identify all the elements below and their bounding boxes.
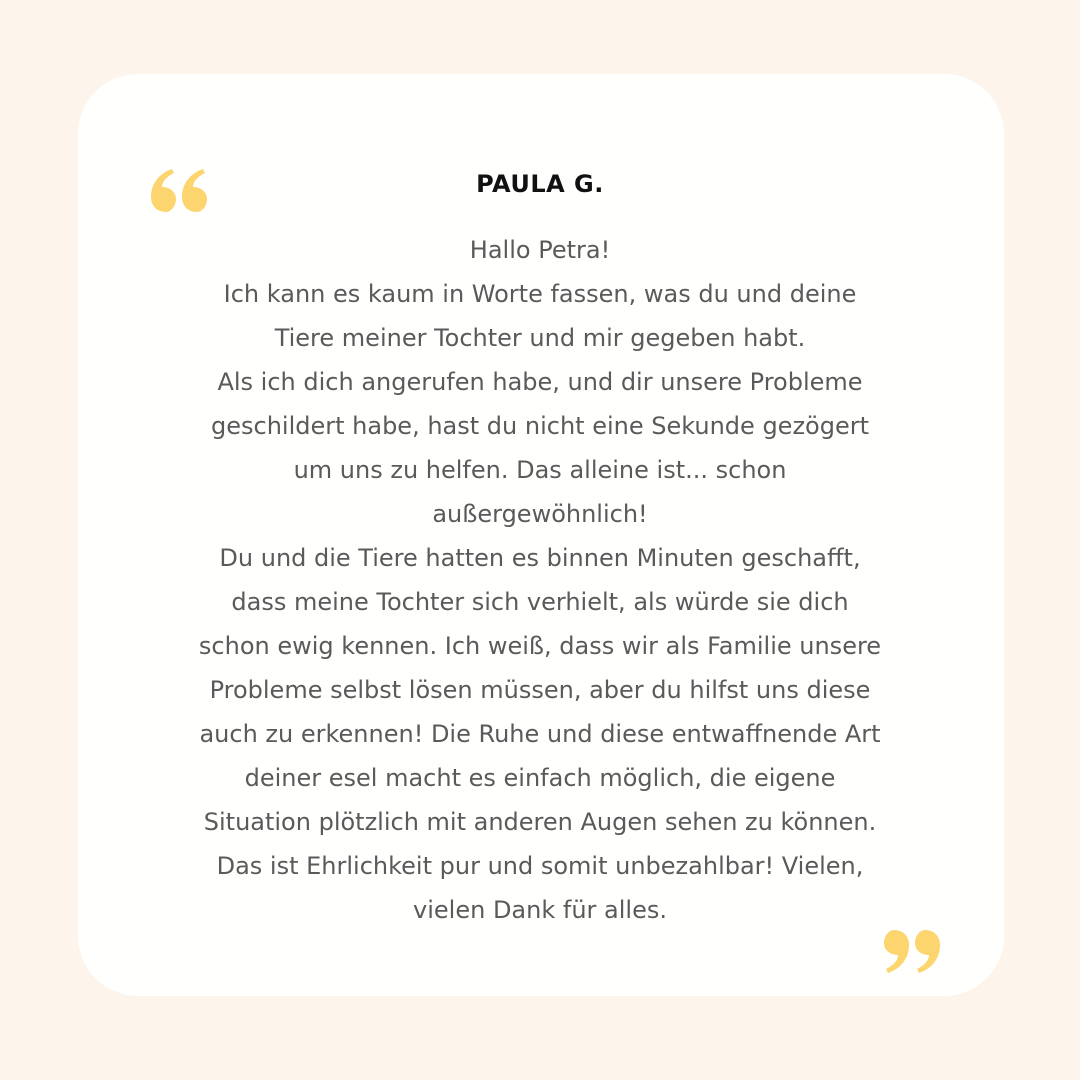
testimonial-line: vielen Dank für alles. — [413, 896, 667, 924]
testimonial-line: außergewöhnlich! — [432, 500, 648, 528]
testimonial-line: Situation plötzlich mit anderen Augen sehen zu können. — [203, 808, 877, 836]
testimonial-text — [100, 228, 980, 932]
testimonial-line: deiner esel macht es einfach möglich, die eigene — [244, 764, 836, 792]
testimonial-line: Ich kann es kaum in Worte fassen, was du und deine — [223, 280, 857, 308]
testimonial-line: Als ich dich angerufen habe, und dir unsere Probleme — [217, 368, 863, 396]
author-name: PAULA G. — [476, 170, 604, 198]
testimonial-line: Probleme selbst lösen müssen, aber du hilfst uns diese — [209, 676, 871, 704]
testimonial-line: um uns zu helfen. Das alleine ist... schon — [293, 456, 787, 484]
testimonial-line: schon ewig kennen. Ich weiß, dass wir als Familie unsere — [198, 632, 882, 660]
closing-quote-icon — [880, 928, 940, 974]
testimonial-line: Tiere meiner Tochter und mir gegeben habt. — [274, 324, 806, 352]
testimonial-line: Hallo Petra! — [469, 236, 611, 264]
testimonial-line: Du und die Tiere hatten es binnen Minuten geschafft, — [219, 544, 861, 572]
testimonial-line: geschildert habe, hast du nicht eine Sekunde gezögert — [211, 412, 869, 440]
testimonial-line: auch zu erkennen! Die Ruhe und diese entwaffnende Art — [199, 720, 881, 748]
testimonial-line: dass meine Tochter sich verhielt, als würde sie dich — [231, 588, 849, 616]
testimonial-line: Das ist Ehrlichkeit pur und somit unbezahlbar! Vielen, — [216, 852, 864, 880]
